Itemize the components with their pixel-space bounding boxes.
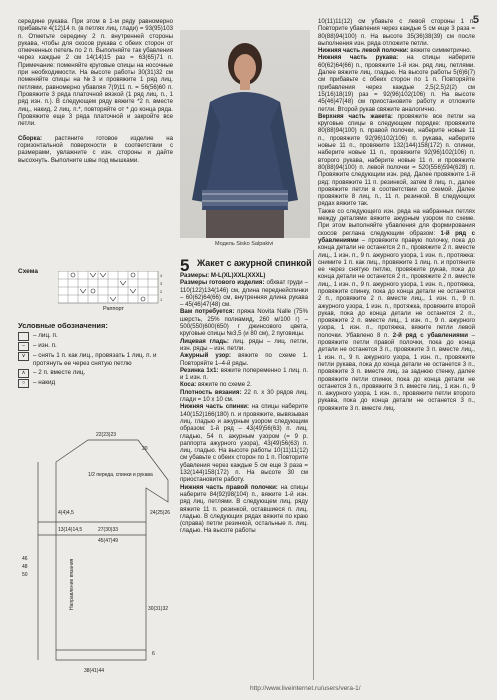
dim-label: 46 bbox=[22, 556, 28, 562]
knit-symbol-icon bbox=[18, 332, 29, 341]
yarn-over-symbol-icon: ○ bbox=[18, 379, 29, 388]
rapport-label: Раппорт bbox=[103, 306, 125, 312]
dims-label: Размеры готового изделия: bbox=[180, 279, 265, 287]
watermark-url: http://www.liveinternet.ru/users/vera-1/ bbox=[250, 685, 361, 692]
paragraph: лиц. ряды – лиц. петли, изн. ряды – изн. петли. bbox=[180, 337, 308, 352]
legend-item: ∨ – снять 1 п. как лиц., провязать 1 лиц. п. и протянуть ее через снятую петлю bbox=[18, 352, 178, 368]
text-column-right bbox=[318, 18, 475, 680]
legend bbox=[18, 322, 178, 389]
paragraph: на спицы наберите 140(152)166(180) п. и провяжите, вывязывая лиц. гладью и ажурным узором следующим образом: 1-й ряд – 43(49)56(63) п. лиц. гладью, 54 п. ажурным узором (= 9 р. раппорта ажурного узора), 43(49)56(63) п. лиц. гладью. На высоте работы 10(11)11(12) см убавьте с обеих сторон по 1 п. Повторите убавления через каждые 5 см еще 3 раза = 132(144)158(172) п. На высоте 30 см приостановите работу. bbox=[180, 403, 308, 484]
kosa-label: Коса: bbox=[180, 381, 197, 389]
lace-label: Ажурный узор: bbox=[180, 352, 232, 360]
paragraph: провяжите все петли на круговые спицы в следующем порядке: провяжите 80(88)94(100) п. правой полочки, наберите новые 11 п., провяжите 92(96)102(106) п. рукава, наберите новые 11 п., провяжите 132(144)158(172) п. спинки, наберите новые 11 п., провяжите 92(96)102(106) п. второго рукава, наберите новые 11 п. и провяжите 80(88)94(100) п. левой полочки = 520(556)594(628) п. Провяжите следующим изн. ряд. Далее провяжите 1-й ряд: провяжите 11 п. резинкой, затем 8 лиц. п., далее провяжите петли в соответствии со схемой. Далее провяжите 8 лиц. п., 11 п. резинкой. В следующих рядах вяжите так. bbox=[318, 112, 475, 208]
slip-symbol-icon: ∨ bbox=[18, 352, 29, 361]
paragraph: вяжите симметрично. bbox=[410, 47, 472, 55]
stitch-chart bbox=[58, 271, 176, 307]
need-label: Вам потребуется: bbox=[180, 308, 235, 316]
legend-item: ○ – накид bbox=[18, 379, 178, 388]
section-title: Жакет с ажурной спинкой bbox=[197, 258, 312, 268]
sleeve-note: 1/2 переда, спинки и рукава bbox=[88, 472, 153, 478]
svg-text:2: 2 bbox=[160, 289, 163, 294]
paragraph: обхват груди – 110(122)134(146) см, длина переднейспинки – 60(62)64(66) см, внутренняя длина рукава – 45(46)47(48) см. bbox=[180, 279, 308, 309]
legend-item: – лиц. п. bbox=[18, 332, 178, 341]
legend-item: ∧ – 2 п. вместе лиц. bbox=[18, 369, 178, 378]
section-number: 5 bbox=[180, 256, 190, 275]
dim-label: 20 bbox=[142, 446, 148, 452]
garment-schematic bbox=[18, 410, 178, 680]
paragraph: вяжите по схеме 2. bbox=[197, 381, 252, 389]
k2tog-symbol-icon: ∧ bbox=[18, 369, 29, 378]
paragraph: 10(11)11(12) см убавьте с левой стороны 1 п. Повторите убавления через каждые 5 см еще 3 раза = 80(88)94(100) п. На высоте 35(36)38(39) см после выполнения изн. ряда отложите петли. bbox=[318, 18, 475, 47]
model-illustration bbox=[180, 30, 310, 238]
legend-item: – – изн. п. bbox=[18, 342, 178, 351]
paragraph: – провяжите петли правой полочки, пока до конца детали не останется 3 п., провяжите 3 п. вместе лиц., 1 изн. п., 9 п. ажурного узора, 1 изн. п., провяжите петли рукава, пока до конца детали не останется 3 п., провяжите 3 п. вместе лиц. за заднюю стенку, далее провяжите петли спинки, пока до конца детали не останется 3 п., провяжите 3 п. вместе лиц., 1 изн. п., 9 п. ажурного узора, 1 изн. п., провяжите петли второго рукава, пока до конца детали не останется 3 п., провяжите 3 п. вместе лиц. bbox=[318, 331, 475, 412]
dim-label: 50 bbox=[22, 572, 28, 578]
dim-label: 45(47)49 bbox=[98, 538, 119, 544]
model-photo bbox=[180, 30, 310, 238]
dim-label: 22(23)23 bbox=[96, 432, 117, 438]
svg-text:4: 4 bbox=[160, 273, 163, 278]
paragraph: пряжа Novita Nalle (75% шерсть, 25% полиамид, 260 м/100 г) – 500(550)600(650) г джинсового цвета, круговые спицы №3,5 (и 80 см), 2 пуговицы. bbox=[180, 308, 308, 338]
paragraph: Также со следующего изн. ряда на набранных петлях между деталями вяжите ажурным узором по схеме. При этом выполняйте убавления для формирования скосов реглана следующим образом: bbox=[318, 207, 475, 237]
paragraph: 22 п. х 30 рядов лиц. глади = 10 х 10 см. bbox=[180, 388, 308, 404]
legend-title: Условные обозначения: bbox=[18, 321, 108, 330]
photo-credit: Модель Sisko Salpakivi bbox=[215, 241, 274, 247]
text-column-middle bbox=[180, 272, 308, 682]
page-number: 5 bbox=[472, 14, 479, 26]
row1-label: 1-й ряд с убавлениями bbox=[318, 229, 475, 244]
dim-label: 30(31)32 bbox=[148, 606, 169, 612]
row2-label: 2-й ряд с убавлениями bbox=[392, 331, 468, 339]
chart-title: Схема bbox=[18, 268, 39, 275]
face-label: Лицевая гладь: bbox=[180, 337, 229, 345]
knit-direction-label: Направление вязания bbox=[69, 558, 75, 610]
assembly-label: Сборка: bbox=[18, 134, 42, 142]
purl-symbol-icon: – bbox=[18, 342, 29, 351]
column-divider bbox=[313, 250, 314, 680]
dim-label: 13(14)14,5 bbox=[58, 527, 83, 533]
paragraph: середине рукава. При этом в 1-м ряду равномерно прибавьте 4(12)14 п. (в петлях лиц. глади) = 93(95)103 п. Отметьте середину 2 п. внутренней стороны рукава, чтобы для скосов рукава с обеих сторон от отмеченных петель по 2 п. Выполняйте так убавления через каждые 2 см 14(14)15 раз = 63(65)71 п. Примечание: поменяйте круговые спицы на носочные при необходимости. На высоте работы 30(31)32 см поменяйте спицы на №3 и провяжите 1 ряд лиц. петлями, равномерно убавляя 7(9)11 п. = 56(56)60 п. Провяжите 3 ряда платочной вязкой (1 ряд лиц. п., 1 ряд изн. п.). В следующем ряду вяжите *2 п. вместе лиц., накид, 2 лиц. п.*, повторяйте от * до конца ряда. Провяжите еще 3 ряда платочной и закройте все петли. bbox=[18, 18, 173, 128]
front-label: Нижняя часть правой полочки: bbox=[180, 483, 278, 491]
paragraph: на спицы наберите 60(62)64(66) п., провяжите 1-й изн. ряд лиц. петлями. Далее вяжите лиц. гладью. На высоте работы 5(6)6(7) см прибавьте с обеих сторон по 1 п. Повторяйте прибавления через каждые 2,5(2,5)2(2) см 15(16)18(19) раз = 92(96)102(106) п. На высоте 45(46)47(48) см приостановите работу и отложите петли. Второй рукав свяжите аналогично. bbox=[318, 54, 475, 113]
rib-label: Резинка 1х1: bbox=[180, 366, 219, 374]
svg-text:1: 1 bbox=[160, 297, 163, 302]
paragraph: вяжите по схеме 1. Повторяйте 1–4-й ряды. bbox=[180, 352, 308, 367]
paragraph: вяжите попеременно 1 лиц. п. и 1 изн. п. bbox=[180, 366, 308, 382]
paragraph: – провяжите правую полочку, пока до конца детали не останется 2 п., провяжите 2 п. вместе лиц., 1 изн. п., 9 п. ажурного узора, 1 изн. п., протяжка: снимите 1 п. как лиц., провяжите 1 лиц. п. и протяните ее через снятую петлю, провяжите рукав, пока до конца детали не останется 2 п., провяжите 2 п. вместе лиц., 1 изн. п., 9 п. ажурного узора, 1 изн. п., протяжка, провяжите спинку, пока до конца детали не останется 2 п., провяжите 2 п. вместе лиц., 1 изн. п., 9 п. ажурного узора, 1 изн. п., протяжка, провяжите второй рукав, пока до конца детали не останется 2 п., провяжите 2 п. вместе лиц., 1 изн. п., 9 п. ажурного узора, 1 изн. п., протяжка, вяжите петли левой полочки. Убавлено 8 п. bbox=[318, 236, 475, 339]
dim-label: 27(30)33 bbox=[98, 527, 119, 533]
sizes: M-L(XL)XXL(XXXL) bbox=[210, 272, 266, 279]
dim-label: 24(25)26 bbox=[150, 510, 171, 516]
sizes-label: Размеры: bbox=[180, 272, 210, 279]
dim-label: 48 bbox=[22, 564, 28, 570]
dim-label: 4(4)4,5 bbox=[58, 510, 74, 516]
density-label: Плотность вязания: bbox=[180, 388, 242, 396]
upper-label: Верхняя часть жакета: bbox=[318, 112, 393, 120]
paragraph: на спицы наберите 84(92)98(104) п., вяжите 1-й изн. ряд лиц. петлями. В следующем лиц. ряду вяжите 11 п. резинкой, оставшиеся п. лиц. гладью. В следующих рядах вяжите по краю (справа) петли резинкой, остальные п. лиц. гладью. На высоте работы bbox=[180, 483, 308, 535]
dim-label: 38(41)44 bbox=[84, 668, 105, 674]
left-label: Нижняя часть левой полочки: bbox=[318, 47, 409, 55]
sleeve-label: Нижняя часть рукава: bbox=[318, 54, 399, 62]
back-label: Нижняя часть спинки: bbox=[180, 403, 250, 411]
paragraph: растяните готовое изделие на горизонтальной поверхности в соответствии с размерами, увлажните с изн. стороны и дайте высохнуть. Выполните швы под мышками. bbox=[18, 134, 173, 164]
svg-text:3: 3 bbox=[160, 281, 163, 286]
dim-label: 6 bbox=[152, 651, 155, 657]
